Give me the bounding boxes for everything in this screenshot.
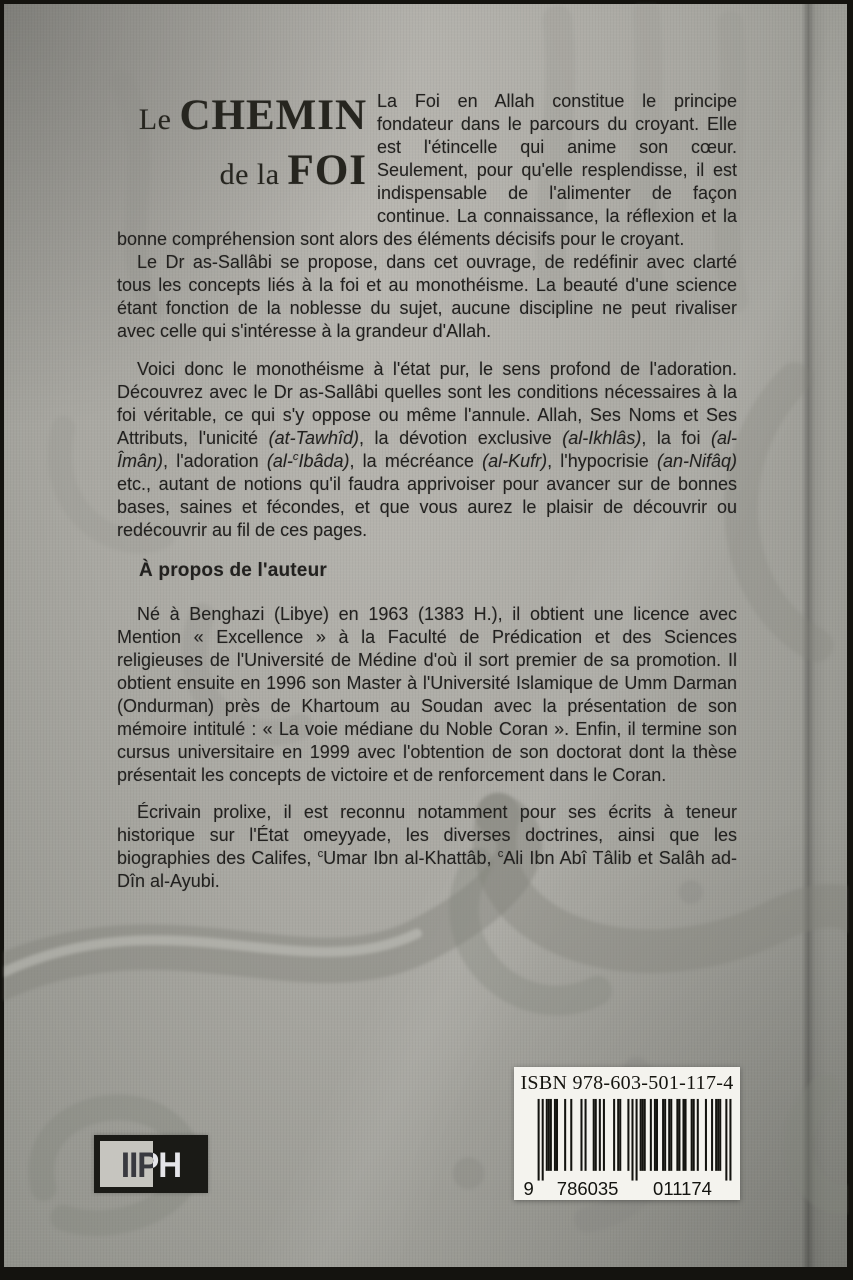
text-segment: (al-: [266, 451, 293, 471]
text-segment: , la dévotion exclusive: [358, 428, 563, 448]
paragraph-bio-education: Né à Benghazi (Libye) en 1963 (1383 H.), il obtient une licence avec Mention « Excellence » à la Faculté de Prédication et des Sciences religieuses de l'Université de Médine d'où il sort premier de sa promotion. Il obtient ensuite en 1996 son Master à l'Université Islamique de Umm Darman (Ondurman) près de Khartoum au Soudan avec la présentation de son mémoire intitulé : « La voie médiane du Noble Coran ». Enfin, il termine son cursus universitaire en 1999 avec l'obtention de son doctorat dont la thèse présentait les concepts de victoire et de renforcement dans le Coran.: [117, 604, 737, 785]
title-line-1: [117, 92, 367, 147]
book-back-cover: [4, 4, 847, 1267]
text-segment: , l'hypocrisie: [547, 451, 657, 471]
title-line-2: [117, 147, 367, 202]
publisher-logo-text: IIPH: [120, 1144, 182, 1184]
about-author-heading: À propos de l'auteur: [139, 560, 327, 581]
text-segment: c: [497, 848, 504, 860]
text-segment: , la mécréance: [349, 451, 483, 471]
title-chemin: CHEMIN: [179, 92, 367, 139]
text-segment: (al-Ikhlâs): [562, 428, 642, 448]
text-segment: Écrivain prolixe, il est reconnu notamment pour ses écrits à teneur historique sur l'État omeyyade, les diverses doctrines, ainsi que les biographies des Califes,: [117, 802, 737, 868]
paragraph-author-purpose: Le Dr as-Sallâbi se propose, dans cet ouvrage, de redéfinir avec clarté tous les concepts liés à la foi et au monothéisme. La beauté d'une science étant fonction de la noblesse du sujet, aucune discipline ne peut rivaliser avec celle qui s'intéresse à la grandeur d'Allah.: [117, 252, 737, 341]
paragraph-concepts: [117, 358, 737, 542]
text-segment: c: [317, 848, 324, 860]
isbn-label: [514, 1067, 740, 1200]
back-cover-text: [117, 90, 737, 893]
text-segment: Umar Ibn al-Khattâb,: [323, 848, 498, 868]
text-segment: (al-Kufr): [482, 451, 548, 471]
isbn-number: ISBN 978-603-501-117-4: [520, 1072, 734, 1094]
text-segment: , l'adoration: [163, 451, 267, 471]
ean13-barcode: [521, 1097, 733, 1200]
text-segment: (at-Tawhîd): [268, 428, 359, 448]
text-segment: Ali Ibn Abî Tâlib et Salâh ad-Dîn al-Ayubi.: [117, 848, 737, 891]
text-segment: , la foi: [641, 428, 711, 448]
text-segment: Voici donc le monothéisme à l'état pur, le sens profond de l'adoration. Découvrez avec le Dr as-Sallâbi quelles sont les conditions nécessaires à la foi véritable, ce qui s'y oppose ou même l'annule. Allah, Ses Noms et Ses Attributs, l'unicité: [117, 359, 737, 448]
text-segment: etc., autant de notions qu'il faudra apprivoiser pour avancer sur de bonnes bases, saines et fécondes, et que vous aurez le plaisir de découvrir ou redécouvrir au fil de ces pages.: [117, 474, 737, 540]
paragraph-bio-writings: [117, 801, 737, 893]
svg-text:011174: 011174: [653, 1178, 712, 1200]
paragraph-intro: La Foi en Allah constitue le principe fondateur dans le parcours du croyant. Elle est l'étincelle qui anime son cœur. Seulement, pour qu'elle resplendisse, il est indispensable de l'alimenter de façon continue. La connaissance, la réflexion et la bonne compréhension sont alors des éléments décisifs pour le croyant.: [117, 91, 737, 249]
book-title: [117, 92, 367, 202]
title-foi: FOI: [287, 147, 367, 194]
svg-text:9: 9: [523, 1178, 534, 1200]
text-segment: Ibâda): [298, 451, 350, 471]
svg-text:786035: 786035: [556, 1178, 619, 1200]
text-segment: c: [292, 451, 299, 463]
publisher-logo-iiph: [94, 1135, 208, 1193]
title-le: Le: [138, 103, 180, 136]
title-de-la: de la: [219, 158, 288, 191]
text-segment: (al-Îmân): [117, 428, 737, 471]
text-segment: (an-Nifâq): [656, 451, 737, 471]
